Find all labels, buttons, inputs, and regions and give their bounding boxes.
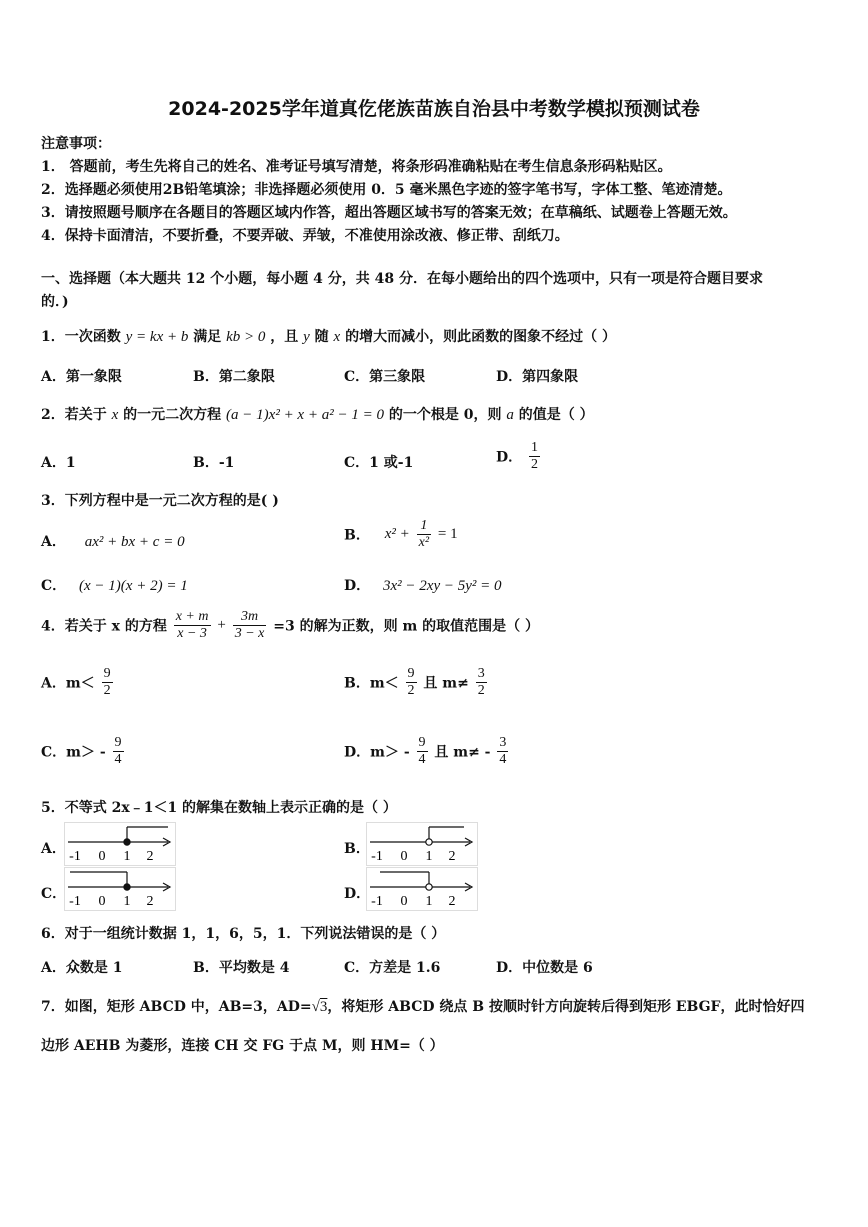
q4-fraction-2	[233, 609, 267, 642]
q1-equation: y = kx + b	[125, 329, 189, 345]
q2-post2: 的值是（ ）	[518, 407, 594, 423]
q4-option-b[interactable]	[344, 666, 489, 699]
tick-label: 0	[98, 849, 106, 864]
q6-option-b[interactable]: B．平均数是 4	[193, 960, 290, 976]
q4-option-a[interactable]	[41, 666, 115, 699]
q4-a-pre: A．m＜	[41, 675, 95, 692]
question-4-stem	[41, 609, 539, 642]
question-6-stem: 6．对于一组统计数据 1，1，6，5，1．下列说法错误的是（ ）	[41, 926, 446, 942]
question-5-stem: 5．不等式 2x﹣1＜1 的解集在数轴上表示正确的是（ ）	[41, 800, 397, 816]
tick-label: -1	[69, 894, 81, 909]
note-item: 4．保持卡面清洁，不要折叠，不要弄破、弄皱，不准使用涂改液、修正带、刮纸刀。	[41, 228, 569, 244]
tick-label: -1	[371, 849, 383, 864]
q2-a: a	[506, 407, 514, 423]
frac-den: 3 − x	[234, 626, 265, 641]
tick-label: 2	[146, 894, 154, 909]
q3-c-label: C．	[41, 578, 67, 594]
q3-option-b[interactable]	[344, 518, 458, 551]
frac-den: 2	[531, 457, 539, 472]
frac-den: x²	[418, 535, 430, 550]
tick-label: 1	[425, 894, 433, 909]
q4-b-fraction-2	[476, 666, 487, 699]
q4-post: =3 的解为正数，则 m 的取值范围是（ ）	[273, 618, 540, 635]
q3-option-d[interactable]	[344, 575, 502, 595]
frac-den: 2	[477, 683, 485, 698]
frac-num: 3m	[233, 609, 267, 626]
page-title: 2024-2025学年道真仡佬族苗族自治县中考数学模拟预测试卷	[168, 98, 700, 120]
q3-b-pre: x² +	[384, 526, 410, 542]
tick-label: 2	[448, 894, 456, 909]
q1-option-b[interactable]: B．第二象限	[193, 369, 275, 385]
q2-pre: 2．若关于	[41, 407, 107, 423]
q1-condition: kb > 0	[226, 329, 266, 345]
q3-c-eq: (x − 1)(x + 2) = 1	[79, 578, 188, 594]
q1-post: 的增大而减小，则此函数的图象不经过（ ）	[345, 329, 616, 345]
tick-label: 1	[123, 849, 131, 864]
q7-pre: 7．如图，矩形 ABCD 中，AB=3，AD=	[41, 999, 312, 1015]
q1-option-a[interactable]: A．第一象限	[41, 369, 122, 385]
q4-d-mid: 且 m≠ -	[434, 744, 491, 761]
note-item: 2．选择题必须使用2B铅笔填涂；非选择题必须使用 0．5 毫米黑色字迹的签字笔书写，字体工整、笔迹清楚。	[41, 182, 732, 198]
tick-label: 2	[448, 849, 456, 864]
q3-option-c[interactable]	[41, 575, 188, 595]
tick-label: -1	[69, 849, 81, 864]
q2-option-d[interactable]	[496, 440, 542, 473]
question-7-stem	[41, 996, 804, 1016]
q1-option-d[interactable]: D．第四象限	[496, 369, 579, 385]
q5-option-d-number-line[interactable]	[366, 867, 478, 911]
q6-option-a[interactable]: A．众数是 1	[41, 960, 123, 976]
q4-d-pre: D．m＞ -	[344, 744, 410, 761]
q4-c-fraction	[113, 735, 124, 768]
q2-equation: (a − 1)x² + x + a² − 1 = 0	[226, 407, 384, 423]
q6-option-c[interactable]: C．方差是 1.6	[344, 960, 441, 976]
section-heading-cont: 的．)	[41, 294, 69, 310]
q5-option-d-label[interactable]: D．	[344, 886, 371, 902]
frac-num: 9	[114, 735, 122, 750]
tick-label: 0	[400, 849, 408, 864]
q3-b-label: B．	[344, 527, 370, 544]
q4-option-d[interactable]	[344, 735, 510, 768]
frac-den: 2	[407, 683, 415, 698]
tick-label: 2	[146, 849, 154, 864]
q4-fraction-1	[174, 609, 211, 642]
q2-option-d-fraction	[529, 440, 540, 473]
q5-option-a-number-line[interactable]	[64, 822, 176, 866]
q2-post1: 的一个根是 0，则	[388, 407, 502, 423]
q1-pre: 1．一次函数	[41, 329, 121, 345]
q7-sqrt-value: 3	[319, 999, 328, 1015]
question-1-stem	[41, 326, 616, 346]
q7-post: ，将矩形 ABCD 绕点 B 按顺时针方向旋转后得到矩形 EBGF，此时恰好四	[327, 999, 805, 1015]
q2-option-a[interactable]: A．1	[41, 455, 76, 471]
q3-b-fraction	[417, 518, 431, 551]
q4-c-pre: C．m＞ -	[41, 744, 106, 761]
question-3-stem: 3．下列方程中是一元二次方程的是( )	[41, 493, 279, 509]
question-2-stem	[41, 404, 594, 424]
q5-option-c-number-line[interactable]	[64, 867, 176, 911]
q1-mid1: 满足	[193, 329, 222, 345]
q4-d-fraction-2	[497, 735, 508, 768]
section-heading: 一、选择题（本大题共 12 个小题，每小题 4 分，共 48 分．在每小题给出的四个选项中，只有一项是符合题目要求	[41, 271, 763, 287]
frac-num: 1	[417, 518, 431, 535]
q4-a-fraction	[102, 666, 113, 699]
q1-option-c[interactable]: C．第三象限	[344, 369, 426, 385]
frac-num: 9	[103, 666, 111, 681]
frac-num: 1	[531, 440, 539, 455]
q4-d-fraction	[417, 735, 428, 768]
frac-den: 4	[499, 752, 507, 767]
q4-pre: 4．若关于 x 的方程	[41, 618, 167, 635]
q2-option-d-label: D．	[496, 449, 523, 466]
q6-option-d[interactable]: D．中位数是 6	[496, 960, 593, 976]
q4-b-pre: B．m＜	[344, 675, 399, 692]
q3-d-label: D．	[344, 578, 371, 594]
notes-heading: 注意事项：	[41, 136, 111, 152]
frac-den: 4	[114, 752, 122, 767]
tick-label: 1	[123, 894, 131, 909]
q2-x: x	[111, 407, 119, 423]
q1-mid2: ，且	[270, 329, 299, 345]
sqrt-symbol: √	[311, 999, 320, 1015]
q4-option-c[interactable]	[41, 735, 126, 768]
q5-option-a-label[interactable]: A．	[41, 841, 66, 857]
q1-y: y	[303, 329, 310, 345]
q4-plus: +	[217, 617, 226, 633]
q3-a-label: A．	[41, 534, 66, 550]
frac-den: 2	[103, 683, 111, 698]
q2-option-b[interactable]: B．-1	[193, 455, 235, 471]
frac-den: x − 3	[177, 626, 207, 641]
q4-b-mid: 且 m≠	[423, 675, 469, 692]
frac-num: 9	[418, 735, 426, 750]
tick-label: 0	[400, 894, 408, 909]
q2-mid: 的一元二次方程	[123, 407, 222, 423]
q5-option-b-number-line[interactable]	[366, 822, 478, 866]
tick-label: 1	[425, 849, 433, 864]
q3-d-eq: 3x² − 2xy − 5y² = 0	[383, 578, 502, 594]
note-item: 1． 答题前，考生先将自己的姓名、准考证号填写清楚，将条形码准确粘贴在考生信息条形码粘贴区。	[41, 159, 672, 175]
q1-mid3: 随	[314, 329, 329, 345]
q2-option-c[interactable]: C．1 或-1	[344, 455, 414, 471]
tick-label: -1	[371, 894, 383, 909]
frac-num: 3	[499, 735, 507, 750]
frac-num: x + m	[175, 609, 209, 624]
frac-den: 4	[418, 752, 426, 767]
question-7-stem-cont: 边形 AEHB 为菱形，连接 CH 交 FG 于点 M，则 HM=（ ）	[41, 1038, 444, 1054]
frac-num: 3	[477, 666, 485, 681]
q3-option-a[interactable]	[41, 531, 185, 551]
note-item: 3．请按照题号顺序在各题目的答题区域内作答，超出答题区域书写的答案无效；在草稿纸、试题卷上答题无效。	[41, 205, 737, 221]
q1-x: x	[333, 329, 341, 345]
tick-label: 0	[98, 894, 106, 909]
q5-option-b-label[interactable]: B．	[344, 841, 370, 857]
q5-option-c-label[interactable]: C．	[41, 886, 67, 902]
q3-b-post: = 1	[437, 526, 458, 542]
frac-num: 9	[407, 666, 415, 681]
q4-b-fraction	[406, 666, 417, 699]
q3-a-eq: ax² + bx + c = 0	[84, 534, 185, 550]
